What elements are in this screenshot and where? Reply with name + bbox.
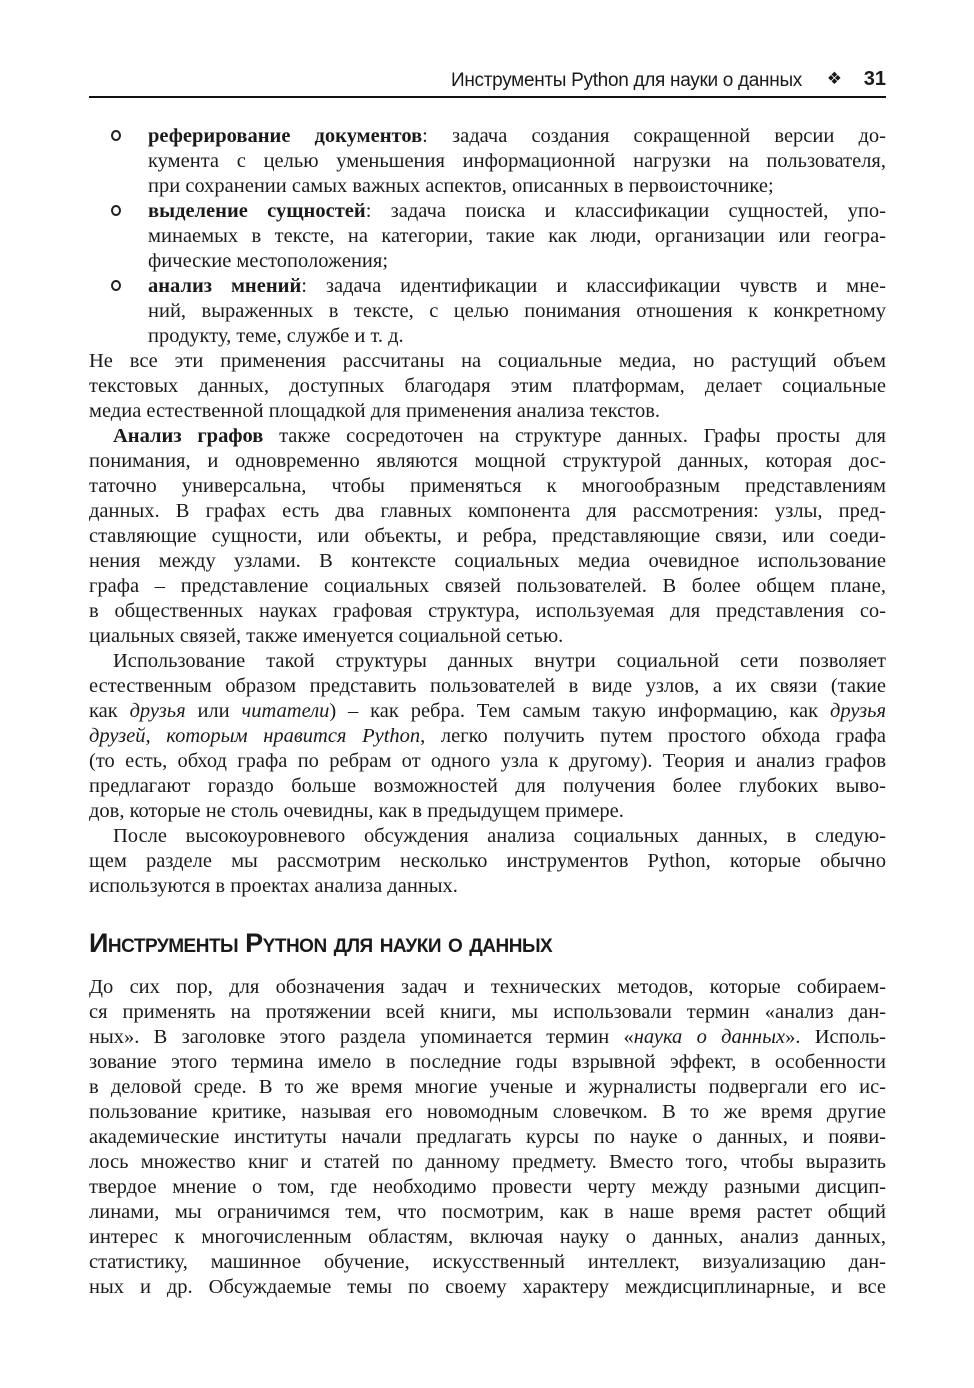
text-line (89, 975, 886, 1000)
bold-term: реферирование документов (148, 125, 423, 147)
text-line (148, 174, 886, 199)
text-span: ных». В заголовке этого раздела упоминается термин « (89, 1026, 634, 1048)
text-line (89, 349, 886, 374)
text-span: ных и др. Обсуждаемые темы по своему характеру междисциплинарные, и все (89, 1276, 886, 1298)
text-span: как (89, 700, 130, 722)
text-span: Не все эти применения рассчитаны на социальные медиа, но растущий объем (89, 350, 886, 372)
text-span: также сосредоточен на структуре данных. Графы просты для (263, 425, 886, 447)
text-line (89, 799, 886, 824)
text-line (89, 849, 886, 874)
bullet-item (89, 199, 886, 274)
text-line (89, 499, 886, 524)
text-span: или (185, 700, 242, 722)
text-line (89, 1225, 886, 1250)
text-line (89, 599, 886, 624)
text-line (89, 824, 886, 849)
text-line (148, 149, 886, 174)
text-span: щем разделе мы рассмотрим несколько инструментов Python, которые обычно (89, 850, 886, 872)
text-span: таточно универсальна, чтобы применяться к многообразным представлениям (89, 475, 886, 497)
text-line (148, 324, 886, 349)
text-span: ) – как ребра. Тем самым такую информацию, как (329, 700, 830, 722)
text-span: , легко получить путем простого обхода графа (420, 725, 886, 747)
body-text-top (89, 124, 886, 899)
text-line (89, 399, 886, 424)
text-line (89, 1000, 886, 1025)
text-line (89, 1050, 886, 1075)
italic-text: наука о данных (633, 1026, 786, 1048)
text-span: ся применять на протяжении всей книги, мы использовали термин «анализ дан- (89, 1001, 886, 1023)
text-line (89, 1100, 886, 1125)
bullet-circle-icon (111, 280, 121, 291)
italic-text: читатели (241, 700, 330, 722)
bold-term: анализ мнений (148, 275, 302, 297)
text-line (89, 1200, 886, 1225)
text-line (148, 199, 886, 224)
text-span: используются в проектах анализа данных. (89, 875, 458, 897)
text-line (148, 224, 886, 249)
text-span: После высокоуровневого обсуждения анализа социальных данных, в следую- (113, 825, 886, 847)
text-line (89, 774, 886, 799)
text-line (148, 124, 886, 149)
text-span: в общественных науках графовая структура, используемая для представления со- (89, 600, 886, 622)
text-span: нения между узлами. В контексте социальных медиа очевидное использование (89, 550, 886, 572)
text-span: линами, мы ограничимся тем, что посмотрим, как в наше время растет общий (89, 1201, 886, 1223)
text-span: понимания, и одновременно являются мощной структурой данных, которая дос- (89, 450, 886, 472)
text-span: в деловой среде. В то же время многие ученые и журналисты подвергали его ис- (89, 1076, 886, 1098)
text-span: кумента с целью уменьшения информационной нагрузки на пользователя, (148, 150, 886, 172)
text-line (89, 674, 886, 699)
text-line (148, 299, 886, 324)
page-number: 31 (863, 68, 886, 90)
text-line (89, 549, 886, 574)
italic-text: друзей, которым нравится Python (89, 725, 421, 747)
text-span: ставляющие сущности, или объекты, и ребра, представляющие связи, или соеди- (89, 525, 886, 547)
body-text-bottom (89, 975, 886, 1300)
text-span: данных. В графах есть два главных компонента для рассмотрения: узлы, пред- (89, 500, 886, 522)
paragraph (89, 975, 886, 1300)
paragraph (89, 349, 886, 424)
text-span: статистику, машинное обучение, искусственный интеллект, визуализацию дан- (89, 1251, 886, 1273)
text-span: при сохранении самых важных аспектов, описанных в первоисточнике; (148, 175, 774, 197)
text-span: дов, которые не столь очевидны, как в предыдущем примере. (89, 800, 624, 822)
ornament-icon: ❖ (826, 69, 842, 89)
paragraph (89, 424, 886, 649)
text-line (89, 1175, 886, 1200)
text-line (89, 624, 886, 649)
text-line (89, 1150, 886, 1175)
text-line (148, 249, 886, 274)
text-span: интерес к многочисленным областям, включая науку о данных, анализ данных, (89, 1226, 886, 1248)
text-span: предлагают гораздо больше возможностей для получения более глубоких выво- (89, 775, 886, 797)
text-line (89, 1275, 886, 1300)
text-line (89, 874, 886, 899)
bold-term: Анализ графов (113, 425, 264, 447)
paragraph (89, 649, 886, 824)
text-span: Использование такой структуры данных внутри социальной сети позволяет (113, 650, 886, 672)
text-line (89, 1075, 886, 1100)
text-line (89, 1125, 886, 1150)
text-line (89, 724, 886, 749)
text-span: твердое мнение о том, где необходимо провести черту между разными дисцип- (89, 1176, 886, 1198)
italic-text: друзья (129, 700, 186, 722)
bullet-circle-icon (111, 130, 121, 141)
text-line (89, 749, 886, 774)
italic-text: друзья (829, 700, 887, 722)
text-span: медиа естественной площадкой для применения анализа текстов. (89, 400, 660, 422)
text-span: : задача идентификации и классификации чувств и мне- (301, 275, 886, 297)
bullet-item (89, 274, 886, 349)
text-span: минаемых в тексте, на категории, такие как люди, организации или геогра- (148, 225, 886, 247)
text-span: До сих пор, для обозначения задач и технических методов, которые собираем- (89, 976, 886, 998)
text-span: естественным образом представить пользователей в виде узлов, а их связи (такие (89, 675, 886, 697)
text-span: лось множество книг и статей по данному предмету. Вместо того, чтобы выразить (89, 1151, 886, 1173)
text-span: ний, выраженных в тексте, с целью понимания отношения к конкретному (148, 300, 886, 322)
running-header (89, 66, 886, 98)
text-span: ». Исполь- (785, 1026, 886, 1048)
text-span: текстовых данных, доступных благодаря этим платформам, делает социальные (89, 375, 886, 397)
text-line (89, 424, 886, 449)
text-span: графа – представление социальных связей пользователей. В более общем плане, (89, 575, 886, 597)
text-line (89, 374, 886, 399)
section-heading: Инструменты Python для науки о данных (89, 928, 553, 958)
text-span: : задача создания сокращенной версии до- (422, 125, 886, 147)
text-line (89, 474, 886, 499)
text-line (89, 699, 886, 724)
text-span: академические институты начали предлагать курсы по науке о данных, и появи- (89, 1126, 886, 1148)
text-line (89, 1025, 886, 1050)
text-line (89, 574, 886, 599)
text-line (89, 449, 886, 474)
text-span: продукту, теме, службе и т. д. (148, 325, 404, 347)
text-span: циальных связей, также именуется социальной сетью. (89, 625, 564, 647)
text-span: пользование критике, называя его новомодным словечком. В то же время другие (89, 1101, 886, 1123)
text-span: зование этого термина имело в последние годы взрывной эффект, в особенности (89, 1051, 886, 1073)
text-line (89, 1250, 886, 1275)
text-span: (то есть, обход графа по ребрам от одного узла к другому). Теория и анализ графов (89, 750, 886, 772)
bullet-circle-icon (111, 205, 121, 216)
bold-term: выделение сущностей (148, 200, 366, 222)
text-line (89, 524, 886, 549)
paragraph (89, 824, 886, 899)
text-line (89, 649, 886, 674)
bullet-item (89, 124, 886, 199)
text-line (148, 274, 886, 299)
text-span: фические местоположения; (148, 250, 389, 272)
text-span: : задача поиска и классификации сущностей, упо- (365, 200, 886, 222)
running-header-title: Инструменты Python для науки о данных (450, 70, 802, 91)
